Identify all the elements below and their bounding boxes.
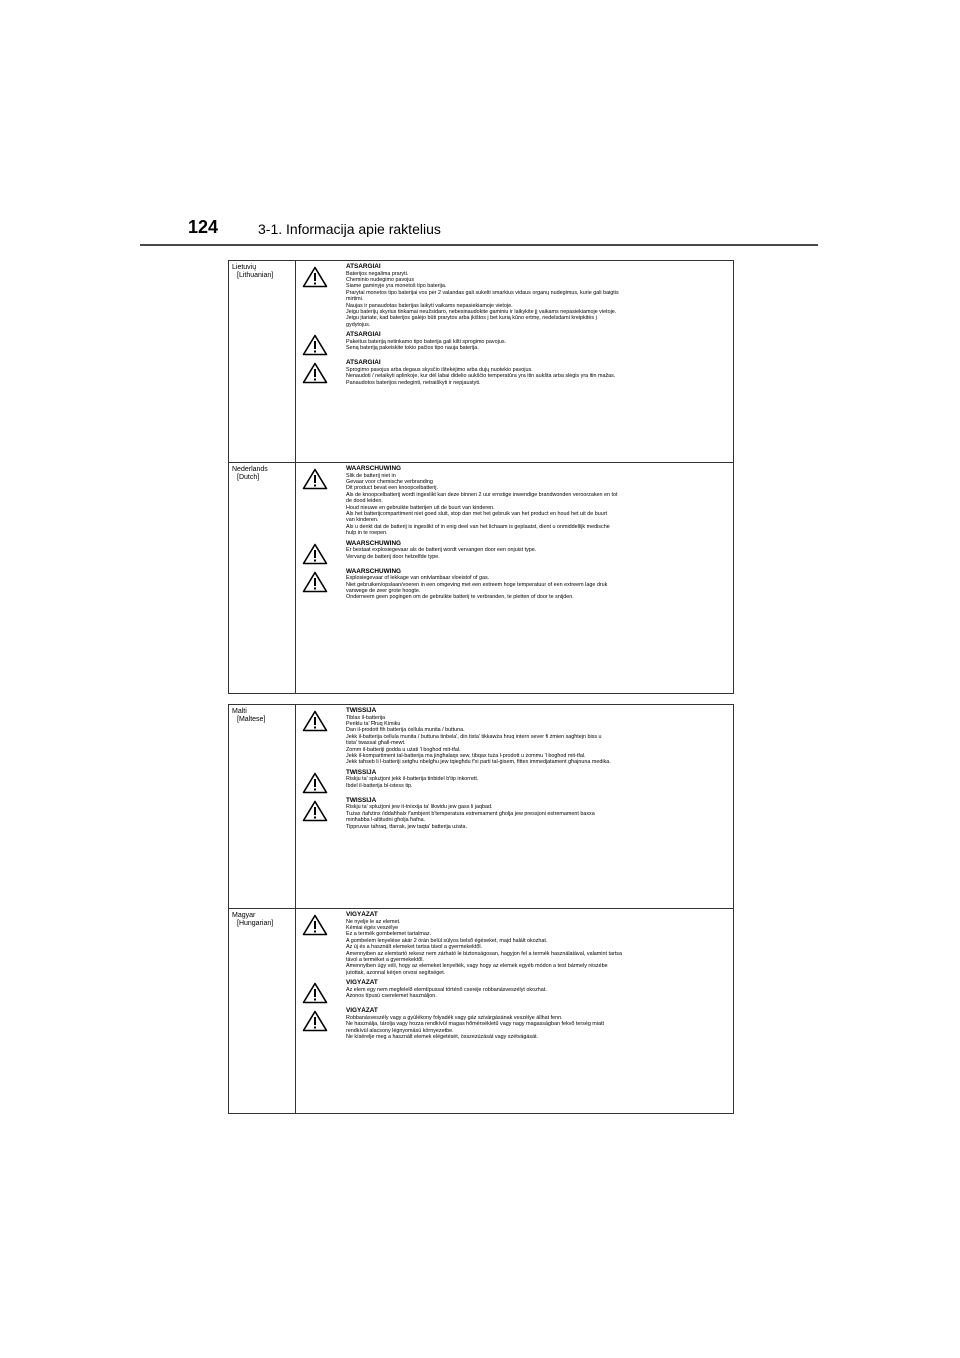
warning-line: Er bestaat explosiegevaar als de batterij wordt vervangen door een onjuist type. — [346, 547, 537, 554]
warning-table — [228, 704, 734, 1114]
warning-table — [228, 260, 734, 694]
warning-heading: WAARSCHUWING — [346, 539, 402, 547]
warning-line: Dan il-prodott fih batterija ċellula munita / buttuna. — [346, 727, 465, 734]
language-english-name: [Maltese] — [237, 716, 266, 723]
warning-line: Niet gebruiken/opslaan/voeren in een omgeving met een extreem hoge temperatuur of een extreem lage druk — [346, 581, 608, 588]
warnings-cell — [296, 463, 733, 693]
warning-heading: TWISSIJA — [346, 768, 377, 776]
warning-line: Panaudotos baterijos nedeginti, netraiškyti ir nepjaustyti. — [346, 379, 481, 386]
warning-text — [346, 911, 729, 976]
warning-block — [302, 707, 729, 766]
warning-line: Tippruvax taħraq, tfarrak, jew taqta' batterija użata. — [346, 823, 467, 830]
warnings-cell — [296, 261, 733, 462]
warning-triangle-icon — [302, 263, 346, 288]
language-cell — [229, 261, 296, 462]
header-divider — [140, 244, 818, 246]
warning-line: Prarytai monetos tipo baterijai vos per 2 valandas gali sukelti smarkius vidaus organų nudegimus, kurie gali baigtis — [346, 289, 619, 296]
warning-line: rendkívül alacsony légnyomású környezetbe. — [346, 1027, 454, 1034]
warning-triangle-icon — [302, 769, 346, 794]
warning-line: Baterijos negalima praryti. — [346, 270, 409, 277]
warning-line: Tużax /taħżinx /iddaħħalx f'ambjent b'temperatura estremament għolja jew pressjoni estremament baxxa — [346, 810, 595, 817]
language-english-name: [Hungarian] — [237, 920, 274, 927]
warning-text — [346, 1007, 729, 1040]
warning-line: minħabba l-altitudni għolja ħafna. — [346, 817, 426, 824]
warning-line: Cheminio nudegimo pavojus — [346, 277, 415, 283]
warning-triangle-icon — [302, 568, 346, 593]
warning-line: van kinderen. — [346, 517, 379, 524]
warning-triangle-icon — [302, 465, 346, 490]
warning-heading: VIGYÁZAT — [346, 979, 378, 987]
warning-line: Seną bateriją pakeiskite tokio pačios tipo nauja baterija. — [346, 345, 479, 352]
warning-line: Nenaudoti / nelaikyti aplinkoje, kur dėl labai didelio aukščio temperatūra yra itin aukšta arba slėgis yra itin mažas. — [346, 373, 616, 380]
warning-triangle-icon — [302, 540, 346, 565]
warning-line: Żomm il-batteriji ġodda u użati 'l bogħod mit-tfal. — [346, 746, 461, 753]
warning-line: Gevaar voor chemische verbranding — [346, 479, 433, 485]
warning-triangle-icon — [302, 707, 346, 732]
warning-triangle-icon — [302, 331, 346, 356]
language-name: Nederlands — [232, 466, 268, 473]
warning-heading: WAARSCHUWING — [346, 567, 402, 575]
language-row — [229, 705, 733, 909]
warning-heading: VIGYÁZAT — [346, 1007, 378, 1015]
warning-line: Explosiegevaar of lekkage van ontvlambaar vloeistof of gas. — [346, 575, 490, 582]
warning-line: Tiblax il-batterija — [346, 714, 386, 721]
warning-line: Azonos típusú cserelemet használjon. — [346, 993, 437, 1000]
warning-text — [346, 540, 729, 560]
warning-line: Amennyiben úgy véli, hogy az elemeket lenyelték, vagy hogy az elemek egyéb módon a test bármely részébe — [346, 963, 608, 970]
warning-line: Als u denkt dat de batterij is ingeslikt of in enig deel van het lichaam is geplaatst, dient u onmiddellijk medische — [346, 523, 610, 530]
warning-text — [346, 568, 729, 601]
warning-triangle-icon — [302, 1007, 346, 1032]
section-title: 3-1. Informacija apie raktelius — [258, 221, 441, 237]
page-number: 124 — [188, 217, 219, 237]
warning-block — [302, 263, 729, 328]
warning-line: Az elem egy nem megfelelő elemtípussal történő cseréje robbanásveszélyt okozhat. — [346, 986, 547, 993]
warning-line: Jekk il-kompartiment tal-batterija ma jingħalaqx sew, tibqax tuża l-prodott u żommu 'l bogħod mit-tfal. — [346, 753, 586, 760]
warnings-cell — [296, 909, 733, 1113]
warning-line: Periklu ta' Ħruq Kimiku — [346, 721, 401, 727]
warning-line: Amennyiben az elemtartó rekesz nem zárható le biztonságosan, hagyjon fel a termék használatával, valamint tartsa — [346, 950, 622, 957]
warning-line: Robbanásveszély vagy a gyúlékony folyadék vagy gáz szivárgásának veszélye állhat fenn. — [346, 1014, 563, 1021]
language-cell — [229, 463, 296, 693]
warning-line: Riskju ta' splużjoni jekk il-batterija tinbidel b'tip inkorrett. — [346, 776, 479, 783]
warning-line: A gombelem lenyelése akár 2 órán belül súlyos belső égéseket, majd halált okozhat. — [346, 937, 548, 944]
warning-line: Kémiai égés veszélye — [346, 925, 399, 931]
language-english-name: [Dutch] — [237, 474, 260, 481]
warning-line: gydytojus. — [346, 321, 371, 328]
warning-block — [302, 911, 729, 976]
warning-line: tista' twassal għall-mewt. — [346, 740, 406, 747]
warning-line: Slik de batterij niet in — [346, 472, 396, 479]
warning-block — [302, 331, 729, 356]
warning-text — [346, 797, 729, 830]
warning-line: vanwege de zeer grote hoogte. — [346, 588, 421, 595]
warning-line: jutottak, azonnal kérjen orvosi segítséget. — [346, 969, 446, 976]
warning-text — [346, 331, 729, 351]
warning-line: hulp in te roepen. — [346, 530, 388, 537]
warning-line: mirtimi. — [346, 296, 364, 303]
warning-line: Jekk taħseb li l-batteriji setgħu nbelgħu jew tqiegħdu f'xi parti tal-ġisem, fittex immedjatament għajnuna medika. — [346, 759, 611, 766]
language-cell — [229, 909, 296, 1113]
language-row — [229, 463, 733, 693]
warning-line: Ne nyelje le az elemet. — [346, 918, 401, 925]
warning-heading: ATSARGIAI — [346, 263, 381, 270]
warning-line: Vervang de batterij door hetzelfde type. — [346, 553, 440, 560]
warning-line: távol a terméket a gyermekektől. — [346, 957, 424, 964]
warning-block — [302, 465, 729, 537]
warning-heading: ATSARGIAI — [346, 359, 381, 367]
language-name: Magyar — [232, 912, 256, 919]
warning-triangle-icon — [302, 979, 346, 1004]
warning-line: Als de knoopcelbatterij wordt ingeslikt kan deze binnen 2 uur ernstige inwendige brandwonden veroorzaken en tot — [346, 491, 618, 498]
language-name: Malti — [232, 708, 247, 715]
warning-block — [302, 797, 729, 830]
warning-triangle-icon — [302, 797, 346, 822]
warning-heading: TWISSIJA — [346, 707, 377, 714]
warning-line: Ne kísérelje meg a használt elemek elégetését, összezúzását vagy szétvágását. — [346, 1034, 539, 1041]
warning-heading: WAARSCHUWING — [346, 465, 402, 472]
warning-heading: TWISSIJA — [346, 796, 377, 804]
warning-line: Naujas ir panaudotas baterijas laikyti vaikams nepasiekiamoje vietoje. — [346, 302, 513, 309]
language-row — [229, 909, 733, 1113]
warning-text — [346, 263, 729, 328]
warning-line: Az új és a használt elemeket tartsa távol a gyermekektől. — [346, 944, 483, 951]
warning-line: Ibdel il-batterija bl-istess tip. — [346, 782, 413, 789]
warning-block — [302, 1007, 729, 1040]
warning-line: Onderneem geen pogingen om de gebruikte batterij te verbranden, te pletten of door te snijden. — [346, 594, 574, 601]
warning-line: Als het batterijcompartiment niet goed sluit, stop dan met het gebruik van het product en houd het uit de buurt — [346, 511, 608, 518]
warning-line: Ne használja, tárolja vagy hozza rendkívül magas hőmérsékletű vagy nagy magasságban fekvő terség miatt — [346, 1021, 604, 1028]
warning-line: Šiame gaminyje yra monetoš tipo baterija. — [346, 283, 447, 290]
warning-line: Dit product bevat een knoopcelbatterij. — [346, 485, 438, 492]
language-row — [229, 261, 733, 463]
warning-line: Riskju ta' splużjoni jew it-tnixxija ta' likwidu jew gass li jaqbad. — [346, 804, 493, 811]
warning-triangle-icon — [302, 911, 346, 936]
language-english-name: [Lithuanian] — [237, 272, 274, 279]
warning-line: Pakeitus bateriją netinkamo tipo baterija gali kilti sprogimo pavojus. — [346, 338, 507, 345]
warning-text — [346, 465, 729, 537]
warnings-cell — [296, 705, 733, 908]
warning-triangle-icon — [302, 359, 346, 384]
warning-line: Sprogimo pavojus arba degaus skysčio ištekėjimo arba dujų nuotekio pavojus. — [346, 366, 533, 373]
warning-line: de dood leiden. — [346, 498, 383, 505]
language-name: Lietuvių — [232, 264, 257, 271]
warning-block — [302, 769, 729, 794]
warning-text — [346, 359, 729, 386]
warning-text — [346, 979, 729, 999]
warning-line: Houd nieuwe en gebruikte batterijen uit de buurt van kinderen. — [346, 504, 495, 511]
warning-block — [302, 540, 729, 565]
warning-heading: VIGYÁZAT — [346, 911, 378, 918]
warning-line: Jeigu įtariate, kad baterijos galėjo būti prarytos arba įkištos į bet kurią kūno ertmę, nedelsdami kreipkitės į — [346, 315, 597, 322]
warning-block — [302, 359, 729, 386]
warning-heading: ATSARGIAI — [346, 331, 381, 339]
warning-line: Ez a termék gombelemet tartalmaz. — [346, 931, 432, 938]
warning-line: Jeigu baterijų skyrius tinkamai neužsidaro, nebesinaudokite gaminiu ir laikykite jį vaikams nepasiekiamoje vietoje. — [346, 309, 617, 316]
warning-block — [302, 568, 729, 601]
warning-text — [346, 707, 729, 766]
warning-line: Jekk il-batterija ċellula munita / buttuna tinbela', din tista' tikkawża ħruq intern sever fi żmien sagħtejn biss u — [346, 733, 602, 740]
warning-text — [346, 769, 729, 789]
warning-block — [302, 979, 729, 1004]
language-cell — [229, 705, 296, 908]
